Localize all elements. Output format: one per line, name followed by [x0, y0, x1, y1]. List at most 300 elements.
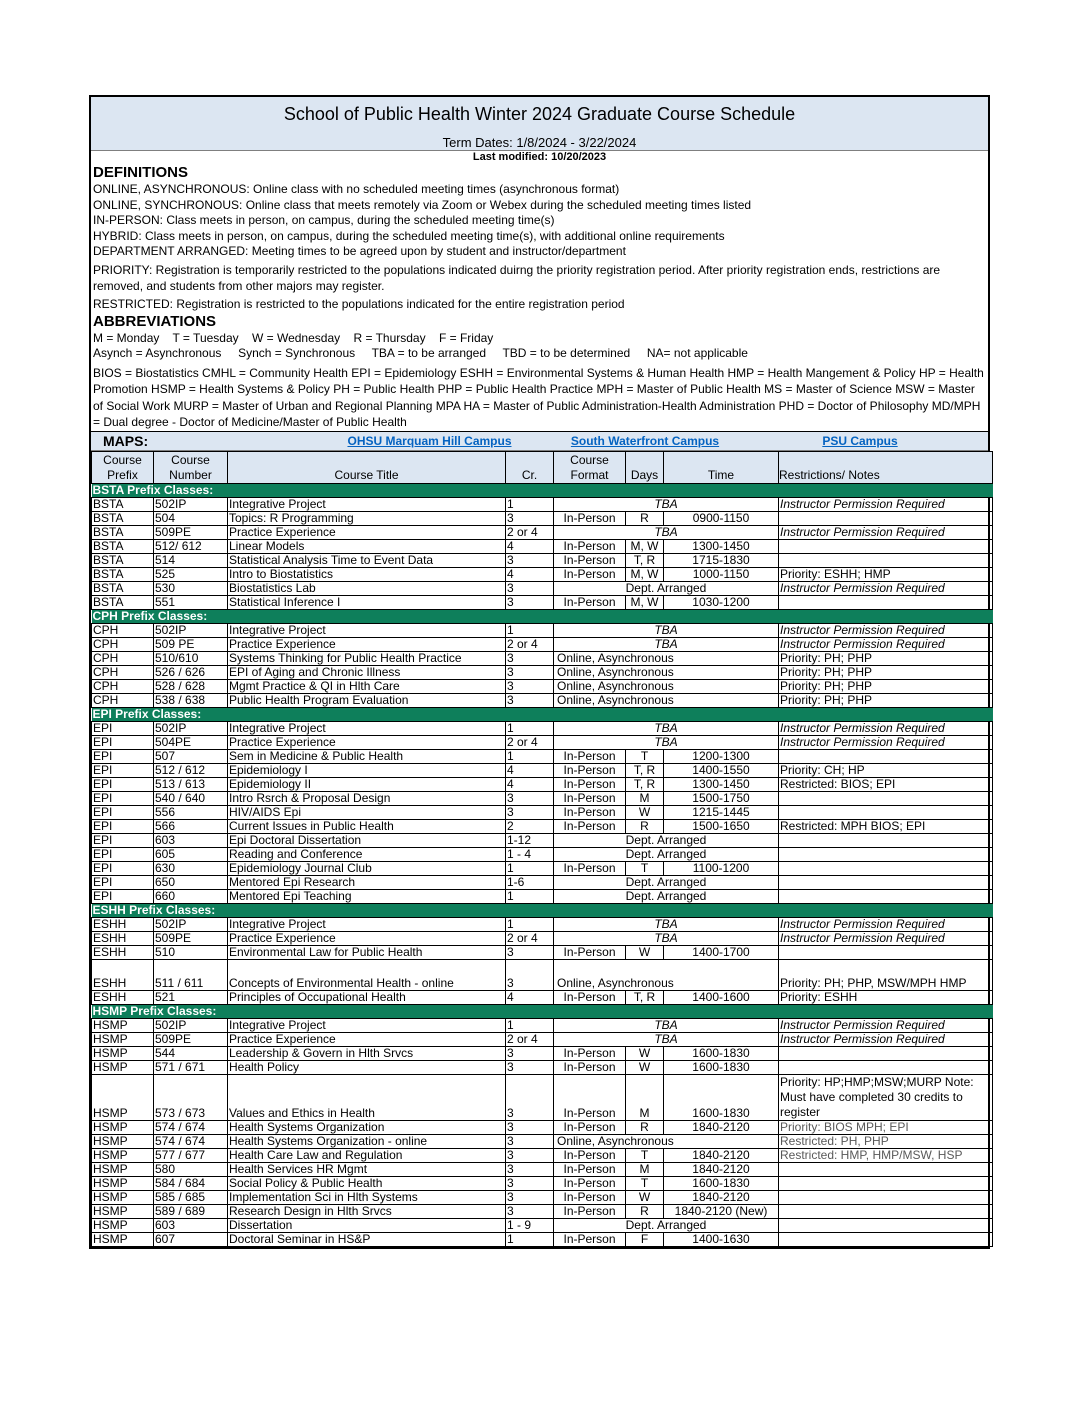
- course-number: 584 / 684: [154, 1176, 228, 1190]
- maps-bar: [91, 431, 988, 451]
- course-title: Mentored Epi Teaching: [228, 889, 506, 903]
- course-row: [92, 1032, 993, 1046]
- course-row: [92, 861, 993, 875]
- course-row: [92, 1162, 993, 1176]
- course-format: In-Person: [554, 1176, 626, 1190]
- course-title: Current Issues in Public Health: [228, 819, 506, 833]
- course-number: 574 / 674: [154, 1134, 228, 1148]
- course-time: TBA: [554, 721, 779, 735]
- course-days: W: [626, 1190, 664, 1204]
- course-time: 1600-1830: [664, 1060, 779, 1074]
- course-number: 603: [154, 1218, 228, 1232]
- section-label: HSMP Prefix Classes:: [92, 1004, 993, 1018]
- course-number: 513 / 613: [154, 777, 228, 791]
- course-notes: [779, 1218, 993, 1232]
- col-number: Course Number: [154, 451, 228, 483]
- course-format: In-Person: [554, 1232, 626, 1246]
- course-time: 1300-1450: [664, 539, 779, 553]
- course-title: Concepts of Environmental Health - online: [228, 959, 506, 990]
- course-days: W: [626, 805, 664, 819]
- section-label: CPH Prefix Classes:: [92, 609, 993, 623]
- course-title: Integrative Project: [228, 623, 506, 637]
- course-days: T: [626, 861, 664, 875]
- course-notes: [779, 889, 993, 903]
- course-notes: [779, 833, 993, 847]
- course-title: Intro to Biostatistics: [228, 567, 506, 581]
- course-number: 566: [154, 819, 228, 833]
- course-row: [92, 847, 993, 861]
- course-time: 1840-2120: [664, 1190, 779, 1204]
- abbrev-days: M = Monday T = Tuesday W = Wednesday R = Thursday F = Friday: [93, 330, 494, 345]
- course-notes: Instructor Permission Required: [779, 1018, 993, 1032]
- course-time: TBA: [554, 623, 779, 637]
- course-prefix: ESHH: [92, 959, 154, 990]
- course-days: T: [626, 1148, 664, 1162]
- course-prefix: HSMP: [92, 1148, 154, 1162]
- course-credits: 3: [506, 1120, 554, 1134]
- course-time: Dept. Arranged: [554, 1218, 779, 1232]
- course-time: 1715-1830: [664, 553, 779, 567]
- schedule-sheet: [89, 95, 990, 1249]
- course-title: Integrative Project: [228, 721, 506, 735]
- course-time: Dept. Arranged: [554, 889, 779, 903]
- course-title: Health Services HR Mgmt: [228, 1162, 506, 1176]
- course-format: In-Person: [554, 945, 626, 959]
- course-number: 571 / 671: [154, 1060, 228, 1074]
- course-row: [92, 875, 993, 889]
- course-format: In-Person: [554, 1046, 626, 1060]
- course-number: 507: [154, 749, 228, 763]
- course-time: Dept. Arranged: [554, 875, 779, 889]
- course-number: 502IP: [154, 721, 228, 735]
- course-title: HIV/AIDS Epi: [228, 805, 506, 819]
- course-days: T: [626, 749, 664, 763]
- course-title: Integrative Project: [228, 1018, 506, 1032]
- course-days: R: [626, 1204, 664, 1218]
- course-credits: 4: [506, 990, 554, 1004]
- course-credits: 3: [506, 511, 554, 525]
- course-number: 577 / 677: [154, 1148, 228, 1162]
- course-credits: 1: [506, 497, 554, 511]
- map-link-south-waterfront[interactable]: South Waterfront Campus: [570, 433, 720, 448]
- definition-line: ONLINE, SYNCHRONOUS: Online class that meets remotely via Zoom or Webex during the scheduled meeting times listed: [93, 197, 752, 212]
- course-number: 502IP: [154, 917, 228, 931]
- course-title: EPI of Aging and Chronic Illness: [228, 665, 506, 679]
- course-notes: [779, 1176, 993, 1190]
- course-prefix: ESHH: [92, 931, 154, 945]
- course-format: In-Person: [554, 1060, 626, 1074]
- course-number: 509PE: [154, 525, 228, 539]
- course-title: Mentored Epi Research: [228, 875, 506, 889]
- course-time: 1200-1300: [664, 749, 779, 763]
- course-credits: 1 - 9: [506, 1218, 554, 1232]
- course-format: In-Person: [554, 763, 626, 777]
- course-notes: [779, 1162, 993, 1176]
- course-time: Dept. Arranged: [554, 847, 779, 861]
- course-body: [92, 483, 993, 1246]
- maps-label: MAPS:: [103, 432, 149, 449]
- course-credits: 2 or 4: [506, 525, 554, 539]
- course-time: 1500-1650: [664, 819, 779, 833]
- course-format: In-Person: [554, 990, 626, 1004]
- course-notes: [779, 791, 993, 805]
- course-days: F: [626, 1232, 664, 1246]
- course-notes: [779, 1204, 993, 1218]
- course-number: 509PE: [154, 1032, 228, 1046]
- course-credits: 1: [506, 1018, 554, 1032]
- section-label: EPI Prefix Classes:: [92, 707, 993, 721]
- course-credits: 3: [506, 651, 554, 665]
- course-notes: Restricted: BIOS; EPI: [779, 777, 993, 791]
- course-number: 540 / 640: [154, 791, 228, 805]
- course-title: Leadership & Govern in Hlth Srvcs: [228, 1046, 506, 1060]
- course-notes: Priority: PH; PHP: [779, 679, 993, 693]
- course-prefix: EPI: [92, 763, 154, 777]
- col-credits: Cr.: [506, 451, 554, 483]
- course-title: Sem in Medicine & Public Health: [228, 749, 506, 763]
- course-format: In-Person: [554, 749, 626, 763]
- course-credits: 1: [506, 749, 554, 763]
- course-prefix: CPH: [92, 665, 154, 679]
- course-format: In-Person: [554, 553, 626, 567]
- course-number: 574 / 674: [154, 1120, 228, 1134]
- course-row: [92, 539, 993, 553]
- course-row: [92, 553, 993, 567]
- course-title: Intro Rsrch & Proposal Design: [228, 791, 506, 805]
- course-notes: Instructor Permission Required: [779, 735, 993, 749]
- course-row: [92, 805, 993, 819]
- course-time: 1030-1200: [664, 595, 779, 609]
- course-row: [92, 931, 993, 945]
- course-row: [92, 1046, 993, 1060]
- course-credits: 3: [506, 1060, 554, 1074]
- course-prefix: BSTA: [92, 581, 154, 595]
- course-prefix: BSTA: [92, 497, 154, 511]
- course-prefix: HSMP: [92, 1018, 154, 1032]
- course-notes: Instructor Permission Required: [779, 581, 993, 595]
- course-prefix: BSTA: [92, 511, 154, 525]
- course-credits: 4: [506, 763, 554, 777]
- course-number: 607: [154, 1232, 228, 1246]
- course-row: [92, 959, 993, 990]
- course-time: TBA: [554, 917, 779, 931]
- course-format: In-Person: [554, 1074, 626, 1120]
- course-row: [92, 763, 993, 777]
- course-title: Environmental Law for Public Health: [228, 945, 506, 959]
- course-credits: 3: [506, 665, 554, 679]
- course-title: Practice Experience: [228, 735, 506, 749]
- course-title: Research Design in Hlth Srvcs: [228, 1204, 506, 1218]
- course-days: M, W: [626, 567, 664, 581]
- course-days: T, R: [626, 990, 664, 1004]
- course-row: [92, 749, 993, 763]
- course-notes: Priority: CH; HP: [779, 763, 993, 777]
- course-time: Dept. Arranged: [554, 581, 779, 595]
- course-format: Online, Asynchronous: [554, 693, 779, 707]
- course-title: Integrative Project: [228, 917, 506, 931]
- course-row: [92, 497, 993, 511]
- course-days: R: [626, 511, 664, 525]
- course-notes: Instructor Permission Required: [779, 721, 993, 735]
- course-notes: [779, 553, 993, 567]
- course-prefix: ESHH: [92, 917, 154, 931]
- course-days: T, R: [626, 777, 664, 791]
- title-block: [91, 97, 988, 151]
- definition-line: ONLINE, ASYNCHRONOUS: Online class with no scheduled meeting times (asynchronous format): [93, 182, 620, 196]
- course-notes: [779, 1046, 993, 1060]
- course-title: Health Policy: [228, 1060, 506, 1074]
- course-credits: 3: [506, 1176, 554, 1190]
- course-prefix: EPI: [92, 875, 154, 889]
- course-row: [92, 1176, 993, 1190]
- course-prefix: HSMP: [92, 1190, 154, 1204]
- course-credits: 4: [506, 567, 554, 581]
- course-time: TBA: [554, 735, 779, 749]
- course-number: 510: [154, 945, 228, 959]
- course-credits: 3: [506, 1134, 554, 1148]
- course-notes: Instructor Permission Required: [779, 917, 993, 931]
- course-prefix: EPI: [92, 721, 154, 735]
- course-title: Epi Doctoral Dissertation: [228, 833, 506, 847]
- course-row: [92, 595, 993, 609]
- course-notes: Priority: ESHH; HMP: [779, 567, 993, 581]
- course-title: Statistical Analysis Time to Event Data: [228, 553, 506, 567]
- course-credits: 2 or 4: [506, 637, 554, 651]
- course-prefix: ESHH: [92, 945, 154, 959]
- course-time: 1100-1200: [664, 861, 779, 875]
- course-row: [92, 917, 993, 931]
- course-prefix: HSMP: [92, 1134, 154, 1148]
- course-days: T, R: [626, 763, 664, 777]
- course-format: In-Person: [554, 567, 626, 581]
- last-modified: Last modified: 10/20/2023: [472, 151, 607, 163]
- course-number: 630: [154, 861, 228, 875]
- course-credits: 4: [506, 539, 554, 553]
- course-row: [92, 623, 993, 637]
- map-link-ohsu[interactable]: OHSU Marquam Hill Campus: [347, 433, 512, 448]
- course-days: W: [626, 1046, 664, 1060]
- course-title: Values and Ethics in Health: [228, 1074, 506, 1120]
- course-prefix: EPI: [92, 819, 154, 833]
- course-format: Online, Asynchronous: [554, 665, 779, 679]
- course-prefix: EPI: [92, 847, 154, 861]
- course-format: In-Person: [554, 595, 626, 609]
- course-row: [92, 721, 993, 735]
- course-row: [92, 637, 993, 651]
- course-title: Topics: R Programming: [228, 511, 506, 525]
- course-prefix: EPI: [92, 889, 154, 903]
- course-credits: 1: [506, 1232, 554, 1246]
- course-notes: Priority: BIOS MPH; EPI: [779, 1120, 993, 1134]
- course-time: 1300-1450: [664, 777, 779, 791]
- course-credits: 3: [506, 581, 554, 595]
- course-credits: 3: [506, 1190, 554, 1204]
- course-notes: [779, 511, 993, 525]
- course-time: 1400-1550: [664, 763, 779, 777]
- course-time: 1840-2120: [664, 1148, 779, 1162]
- course-credits: 1-6: [506, 875, 554, 889]
- course-title: Practice Experience: [228, 1032, 506, 1046]
- course-credits: 3: [506, 693, 554, 707]
- course-time: 1500-1750: [664, 791, 779, 805]
- course-prefix: EPI: [92, 833, 154, 847]
- course-credits: 3: [506, 1162, 554, 1176]
- course-time: 1000-1150: [664, 567, 779, 581]
- course-number: 551: [154, 595, 228, 609]
- section-header-row: [92, 903, 993, 917]
- course-time: TBA: [554, 525, 779, 539]
- course-prefix: HSMP: [92, 1032, 154, 1046]
- course-prefix: HSMP: [92, 1120, 154, 1134]
- course-credits: 1: [506, 861, 554, 875]
- course-notes: [779, 749, 993, 763]
- course-time: 1600-1830: [664, 1046, 779, 1060]
- course-number: 544: [154, 1046, 228, 1060]
- course-time: 1840-2120: [664, 1162, 779, 1176]
- course-format: In-Person: [554, 1148, 626, 1162]
- course-notes: Instructor Permission Required: [779, 497, 993, 511]
- col-prefix: Course Prefix: [92, 451, 154, 483]
- course-title: Practice Experience: [228, 525, 506, 539]
- course-prefix: HSMP: [92, 1046, 154, 1060]
- course-title: Doctoral Seminar in HS&P: [228, 1232, 506, 1246]
- course-number: 504: [154, 511, 228, 525]
- course-number: 512/ 612: [154, 539, 228, 553]
- course-title: Linear Models: [228, 539, 506, 553]
- course-number: 573 / 673: [154, 1074, 228, 1120]
- course-notes: Restricted: PH, PHP: [779, 1134, 993, 1148]
- course-row: [92, 1204, 993, 1218]
- course-row: [92, 945, 993, 959]
- course-notes: [779, 539, 993, 553]
- course-prefix: CPH: [92, 623, 154, 637]
- course-credits: 2 or 4: [506, 735, 554, 749]
- course-title: Epidemiology I: [228, 763, 506, 777]
- course-prefix: EPI: [92, 861, 154, 875]
- course-notes: Priority: ESHH: [779, 990, 993, 1004]
- course-format: In-Person: [554, 1204, 626, 1218]
- course-notes: Priority: PH; PHP: [779, 651, 993, 665]
- course-notes: Priority: HP;HMP;MSW;MURP Note: Must have completed 30 credits to register: [779, 1074, 993, 1120]
- course-row: [92, 1218, 993, 1232]
- page-title: School of Public Health Winter 2024 Graduate Course Schedule: [283, 104, 796, 124]
- course-credits: 3: [506, 1046, 554, 1060]
- course-notes: Instructor Permission Required: [779, 931, 993, 945]
- course-format: In-Person: [554, 805, 626, 819]
- course-number: 660: [154, 889, 228, 903]
- course-format: In-Person: [554, 539, 626, 553]
- course-title: Social Policy & Public Health: [228, 1176, 506, 1190]
- course-number: 580: [154, 1162, 228, 1176]
- course-credits: 1: [506, 917, 554, 931]
- course-notes: Priority: PH; PHP: [779, 665, 993, 679]
- course-credits: 3: [506, 553, 554, 567]
- course-title: Integrative Project: [228, 497, 506, 511]
- course-title: Biostatistics Lab: [228, 581, 506, 595]
- course-row: [92, 1232, 993, 1246]
- course-credits: 3: [506, 805, 554, 819]
- course-row: [92, 1018, 993, 1032]
- course-format: In-Person: [554, 1120, 626, 1134]
- course-row: [92, 1060, 993, 1074]
- course-time: 1400-1700: [664, 945, 779, 959]
- course-row: [92, 665, 993, 679]
- course-title: Health Systems Organization - online: [228, 1134, 506, 1148]
- section-label: BSTA Prefix Classes:: [92, 483, 993, 497]
- definition-line: DEPARTMENT ARRANGED: Meeting times to be agreed upon by student and instructor/department: [93, 244, 626, 259]
- term-dates: Term Dates: 1/8/2024 - 3/22/2024: [442, 135, 637, 150]
- course-prefix: EPI: [92, 749, 154, 763]
- course-row: [92, 777, 993, 791]
- course-days: T, R: [626, 553, 664, 567]
- course-notes: [779, 1060, 993, 1074]
- course-prefix: BSTA: [92, 525, 154, 539]
- course-number: 502IP: [154, 623, 228, 637]
- course-row: [92, 735, 993, 749]
- course-row: [92, 679, 993, 693]
- abbreviations-heading: ABBREVIATIONS: [93, 312, 217, 330]
- course-number: 605: [154, 847, 228, 861]
- course-credits: 3: [506, 595, 554, 609]
- course-title: Practice Experience: [228, 637, 506, 651]
- col-notes: Restrictions/ Notes: [779, 451, 993, 483]
- course-row: [92, 511, 993, 525]
- course-days: R: [626, 819, 664, 833]
- course-days: W: [626, 1060, 664, 1074]
- map-link-psu[interactable]: PSU Campus: [822, 433, 898, 448]
- course-days: W: [626, 945, 664, 959]
- course-format: In-Person: [554, 791, 626, 805]
- course-number: 589 / 689: [154, 1204, 228, 1218]
- course-credits: 3: [506, 959, 554, 990]
- course-row: [92, 567, 993, 581]
- course-credits: 2 or 4: [506, 931, 554, 945]
- course-row: [92, 833, 993, 847]
- course-number: 509 PE: [154, 637, 228, 651]
- course-title: Systems Thinking for Public Health Practice: [228, 651, 506, 665]
- course-notes: Instructor Permission Required: [779, 637, 993, 651]
- course-notes: Instructor Permission Required: [779, 525, 993, 539]
- course-title: Implementation Sci in Hlth Systems: [228, 1190, 506, 1204]
- course-prefix: HSMP: [92, 1060, 154, 1074]
- course-number: 528 / 628: [154, 679, 228, 693]
- course-days: M: [626, 1162, 664, 1176]
- course-row: [92, 990, 993, 1004]
- course-time: TBA: [554, 931, 779, 945]
- course-days: R: [626, 1120, 664, 1134]
- course-row: [92, 1074, 993, 1120]
- course-format: Online, Asynchronous: [554, 651, 779, 665]
- course-number: 556: [154, 805, 228, 819]
- course-prefix: EPI: [92, 777, 154, 791]
- course-prefix: BSTA: [92, 539, 154, 553]
- course-time: 1600-1830: [664, 1176, 779, 1190]
- course-prefix: CPH: [92, 679, 154, 693]
- course-number: 512 / 612: [154, 763, 228, 777]
- course-notes: Instructor Permission Required: [779, 1032, 993, 1046]
- course-credits: 3: [506, 791, 554, 805]
- col-format: Course Format: [554, 451, 626, 483]
- course-credits: 1: [506, 721, 554, 735]
- course-time: TBA: [554, 1018, 779, 1032]
- course-prefix: BSTA: [92, 595, 154, 609]
- course-row: [92, 581, 993, 595]
- course-prefix: HSMP: [92, 1176, 154, 1190]
- course-row: [92, 525, 993, 539]
- definition-line: RESTRICTED: Registration is restricted to the populations indicated for the entire registration period: [93, 297, 625, 312]
- course-format: In-Person: [554, 777, 626, 791]
- course-row: [92, 889, 993, 903]
